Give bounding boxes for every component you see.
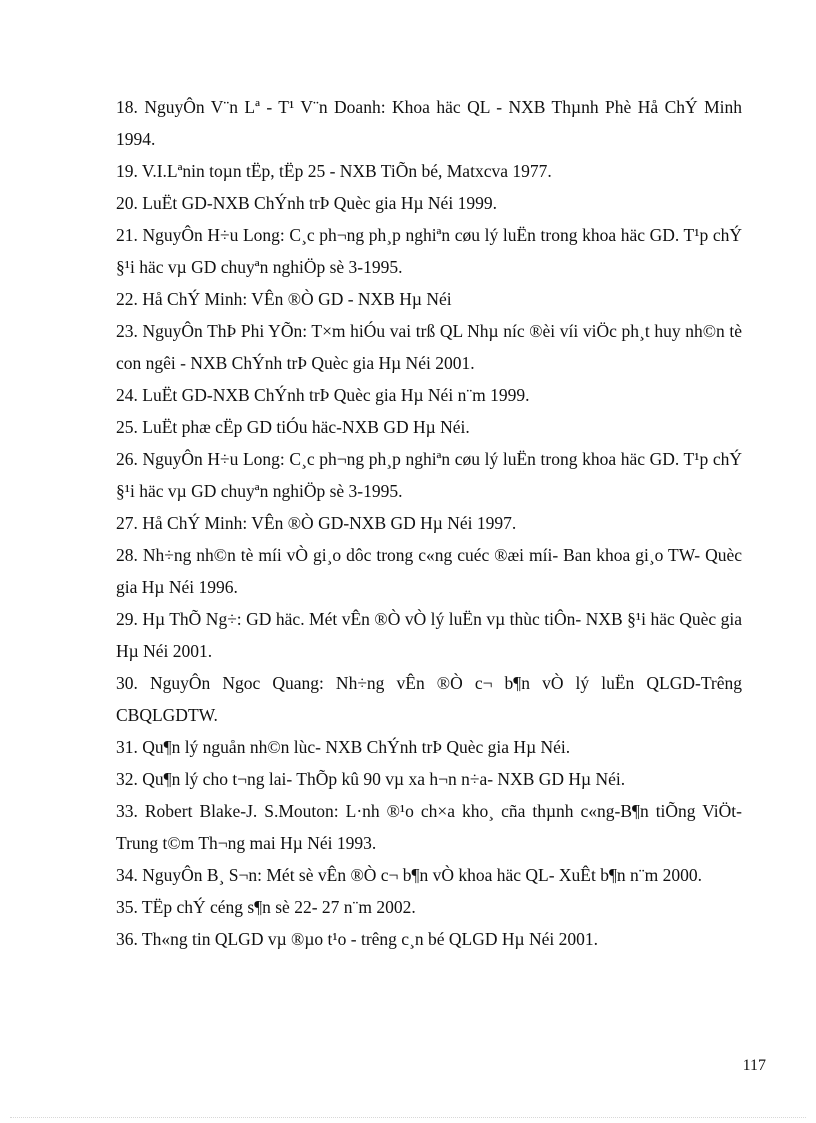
reference-item: 18. NguyÔn V¨n Lª - T¹ V¨n Doanh: Khoa häc QL - NXB Thµnh Phè Hå ChÝ Minh 1994.: [116, 97, 742, 149]
page-number: 117: [742, 1057, 766, 1074]
reference-item: 27. Hå ChÝ Minh: VÊn ®Ò GD-NXB GD Hµ Néi 1997.: [116, 513, 517, 533]
reference-item: 28. Nh÷ng nh©n tè míi vÒ gi¸o dôc trong c«ng cuéc ®æi míi- Ban khoa gi¸o TW- Quèc gia Hµ Néi 1996.: [116, 545, 742, 597]
reference-item: 23. NguyÔn ThÞ Phi YÕn: T×m hiÓu vai trß QL Nhµ níc ®èi víi viÖc ph¸t huy nh©n tè con ngêi - NXB ChÝnh trÞ Quèc gia Hµ Néi 2001.: [116, 321, 742, 373]
reference-item: 22. Hå ChÝ Minh: VÊn ®Ò GD - NXB Hµ Néi: [116, 289, 452, 309]
reference-list: [116, 91, 742, 955]
reference-item: 25. LuËt phæ cËp GD tiÓu häc-NXB GD Hµ Néi.: [116, 417, 470, 437]
reference-item: 21. NguyÔn H÷u Long: C¸c ph¬ng ph¸p nghiªn cøu lý luËn trong khoa häc GD. T¹p chÝ §¹i häc vµ GD chuyªn nghiÖp sè 3-1995.: [116, 225, 742, 277]
reference-item: 36. Th«ng tin QLGD vµ ®µo t¹o - trêng c¸n bé QLGD Hµ Néi 2001.: [116, 929, 599, 949]
reference-item: 29. Hµ ThÕ Ng÷: GD häc. Mét vÊn ®Ò vÒ lý luËn vµ thùc tiÔn- NXB §¹i häc Quèc gia Hµ Néi 2001.: [116, 609, 742, 661]
reference-item: 31. Qu¶n lý nguån nh©n lùc- NXB ChÝnh trÞ Quèc gia Hµ Néi.: [116, 737, 571, 757]
reference-item: 30. NguyÔn Ngoc Quang: Nh÷ng vÊn ®Ò c¬ b¶n vÒ lý luËn QLGD-Trêng CBQLGDTW.: [116, 673, 742, 725]
reference-item: 32. Qu¶n lý cho t¬ng lai- ThÕp kû 90 vµ xa h¬n n÷a- NXB GD Hµ Néi.: [116, 769, 626, 789]
reference-item: 35. TËp chÝ céng s¶n sè 22- 27 n¨m 2002.: [116, 897, 416, 917]
reference-item: 24. LuËt GD-NXB ChÝnh trÞ Quèc gia Hµ Néi n¨m 1999.: [116, 385, 530, 405]
reference-item: 26. NguyÔn H÷u Long: C¸c ph¬ng ph¸p nghiªn cøu lý luËn trong khoa häc GD. T¹p chÝ §¹i häc vµ GD chuyªn nghiÖp sè 3-1995.: [116, 449, 742, 501]
reference-item: 33. Robert Blake-J. S.Mouton: L·nh ®¹o ch×a kho¸ cña thµnh c«ng-B¶n tiÕng ViÖt-Trung t©m Th¬ng mai Hµ Néi 1993.: [116, 801, 742, 853]
reference-item: 34. NguyÔn B¸ S¬n: Mét sè vÊn ®Ò c¬ b¶n vÒ khoa häc QL- XuÊt b¶n n¨m 2000.: [116, 865, 702, 885]
reference-item: 19. V.I.Lªnin toµn tËp, tËp 25 - NXB TiÕn bé, Matxcva 1977.: [116, 161, 552, 181]
page-bottom-divider: [10, 1117, 806, 1118]
reference-item: 20. LuËt GD-NXB ChÝnh trÞ Quèc gia Hµ Néi 1999.: [116, 193, 497, 213]
